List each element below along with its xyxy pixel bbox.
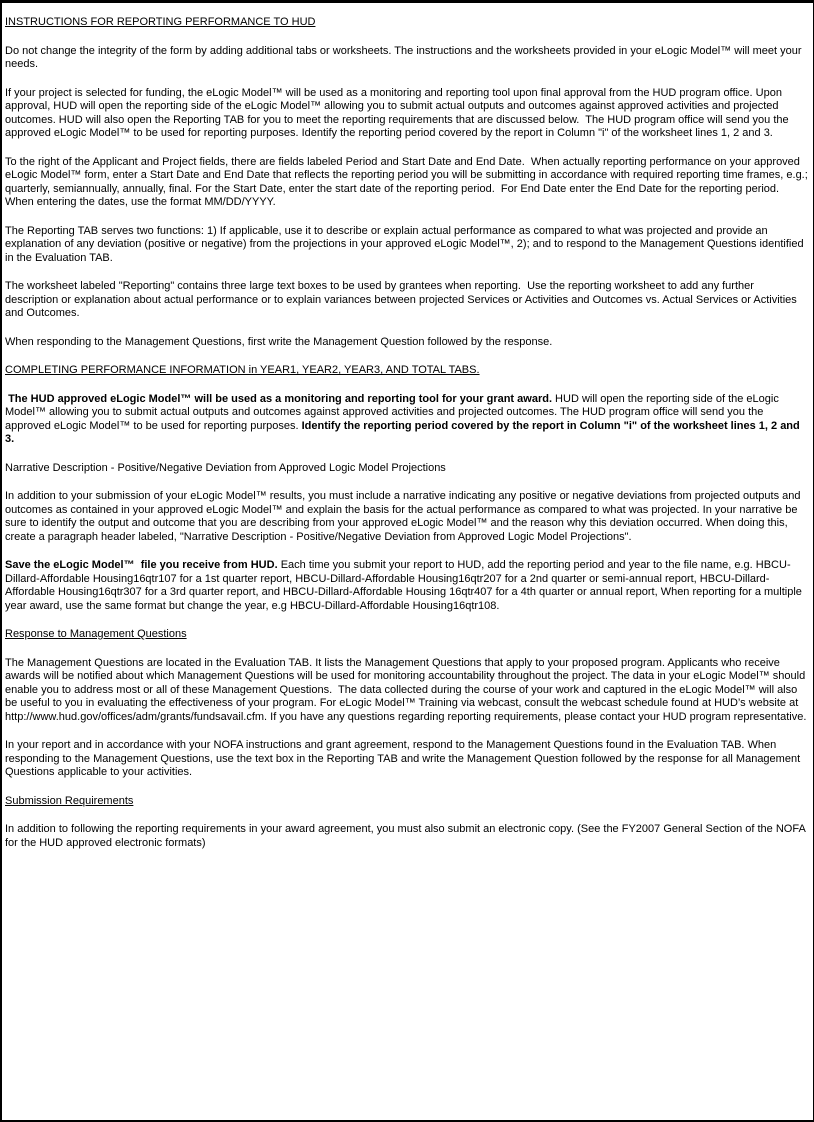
heading-narrative-description: Narrative Description - Positive/Negative Deviation from Approved Logic Model Projections	[5, 461, 446, 474]
paragraph-reporting-tab-functions: The Reporting TAB serves two functions: 1) If applicable, use it to describe or explain actual performance as compared to what was projected and provide an explanation of any deviation (positive or negative) from the projections in your approved eLogic Model™, 2); and to respond to the Management Questions identified in the Evaluation TAB.	[5, 224, 807, 264]
paragraph-funding-approval: If your project is selected for funding, the eLogic Model™ will be used as a monitoring and reporting tool upon final approval from the HUD program office. Upon approval, HUD will open the reporting side of the eLogic Model™ allowing you to submit actual outputs and outcomes against approved activities and projected outcomes. HUD will also open the Reporting TAB for you to meet the reporting requirements that are discussed below. The HUD program office will send you the approved eLogic Model™ to be used for reporting purposes. Identify the reporting period covered by the report in Column "i" of the worksheet lines 1, 2 and 3.	[5, 86, 792, 139]
paragraph-narrative-deviation: In addition to your submission of your eLogic Model™ results, you must include a narrative indicating any positive or negative deviations from projected outputs and outcomes as contained in your approved eLogic Model™ and explain the basis for the actual performance as compared to what was projected. In your narrative be sure to identify the output and outcome that you are describing from your approved eLogic Model™ and the reason why this deviation occurred. When doing this, create a paragraph header labeled, "Narrative Description - Positive/Negative Deviation from Approved Logic Model Projections".	[5, 490, 804, 543]
year-tabs-bold-identify: Identify the reporting period covered by the report in Column "i" of the worksheet lines 1, 2 and 3.	[5, 419, 803, 445]
paragraph-responding-order: When responding to the Management Questions, first write the Management Question followed by the response.	[5, 335, 553, 348]
paragraph-management-questions-location: The Management Questions are located in the Evaluation TAB. It lists the Management Questions that apply to your proposed program. Applicants who receive awards will be notified about which Management Questions will be used for monitoring accountability throughout the project. The data in your eLogic Model™ should enable you to address most or all of these Management Questions. The data collected during the course of your work and captured in the eLogic Model™ will also be useful to you in evaluating the effectiveness of your program. For eLogic Model™ Training via webcast, consult the webcast schedule found at HUD’s website at http://www.hud.gov/offices/adm/grants/fundsavail.cfm. If you have any questions regarding reporting requirements, please contact your HUD program representative.	[5, 656, 809, 723]
paragraph-save-file	[5, 559, 810, 613]
paragraph-reporting-worksheet: The worksheet labeled "Reporting" contains three large text boxes to be used by grantees when reporting. Use the reporting worksheet to add any further description or explanation about actual performance or to explain variances between projected Services or Activities and Outcomes vs. Actual Services or Activities and Outcomes.	[5, 280, 800, 319]
integrity-warning-text: Do not change the integrity of the form by adding additional tabs or worksheets. The instructions and the worksheets provided in your eLogic Model™ will meet your needs.	[5, 44, 805, 70]
paragraph-electronic-copy: In addition to following the reporting requirements in your award agreement, you must also submit an electronic copy. (See the FY2007 General Section of the NOFA for the HUD approved electronic formats)	[5, 823, 809, 849]
year-tabs-body: HUD will open the reporting side of the eLogic Model™ allowing you to submit actual outputs and outcomes against approved activities and projected outcomes. The HUD program office will send you the approved eLogic Model™ to be used for reporting purposes.	[5, 392, 782, 432]
heading-response-management-questions: Response to Management Questions	[5, 628, 187, 640]
save-file-bold-lead: Save the eLogic Model™ file you receive from HUD.	[5, 559, 278, 571]
heading-submission-requirements: Submission Requirements	[5, 794, 134, 807]
document-title: INSTRUCTIONS FOR REPORTING PERFORMANCE TO HUD	[5, 16, 316, 28]
year-tabs-bold-lead: The HUD approved eLogic Model™ will be used as a monitoring and reporting tool for your grant award.	[5, 392, 552, 405]
paragraph-report-nofa: In your report and in accordance with your NOFA instructions and grant agreement, respond to the Management Questions found in the Evaluation TAB. When responding to the Management Questions, use the text box in the Reporting TAB and write the Management Question followed by the response for all Management Questions applicable to your activities.	[5, 739, 804, 778]
save-file-body: Each time you submit your report to HUD, add the reporting period and year to the file name, e.g. HBCU-Dillard-Affordable Housing16qtr107 for a 1st quarter report, HBCU-Dillard-Affordable Housing16qtr207 for a 2nd quarter or semi-annual report, HBCU-Dillard-Affordable Housing16qtr307 for a 3rd quarter report, and HBCU-Dillard-Affordable Housing 16qtr407 for a 4th quarter or annual report, When reporting for a multiple year award, use the same format but change the year, e.g HBCU-Dillard-Affordable Housing16qtr108.	[5, 559, 805, 612]
heading-completing-performance: COMPLETING PERFORMANCE INFORMATION in YEAR1, YEAR2, YEAR3, AND TOTAL TABS.	[5, 364, 480, 376]
paragraph-year-tabs	[5, 393, 810, 447]
paragraph-period-dates: To the right of the Applicant and Project fields, there are fields labeled Period and Start Date and End Date. When actually reporting performance on your approved eLogic Model™ form, enter a Start Date and End Date that reflects the reporting period you will be submitting in accordance with required reporting time frames, e.g.; quarterly, semiannually, annually, final. For the Start Date, enter the start date of the reporting period. For End Date enter the End Date for the reporting period. When entering the dates, use the format MM/DD/YYYY.	[5, 155, 811, 208]
